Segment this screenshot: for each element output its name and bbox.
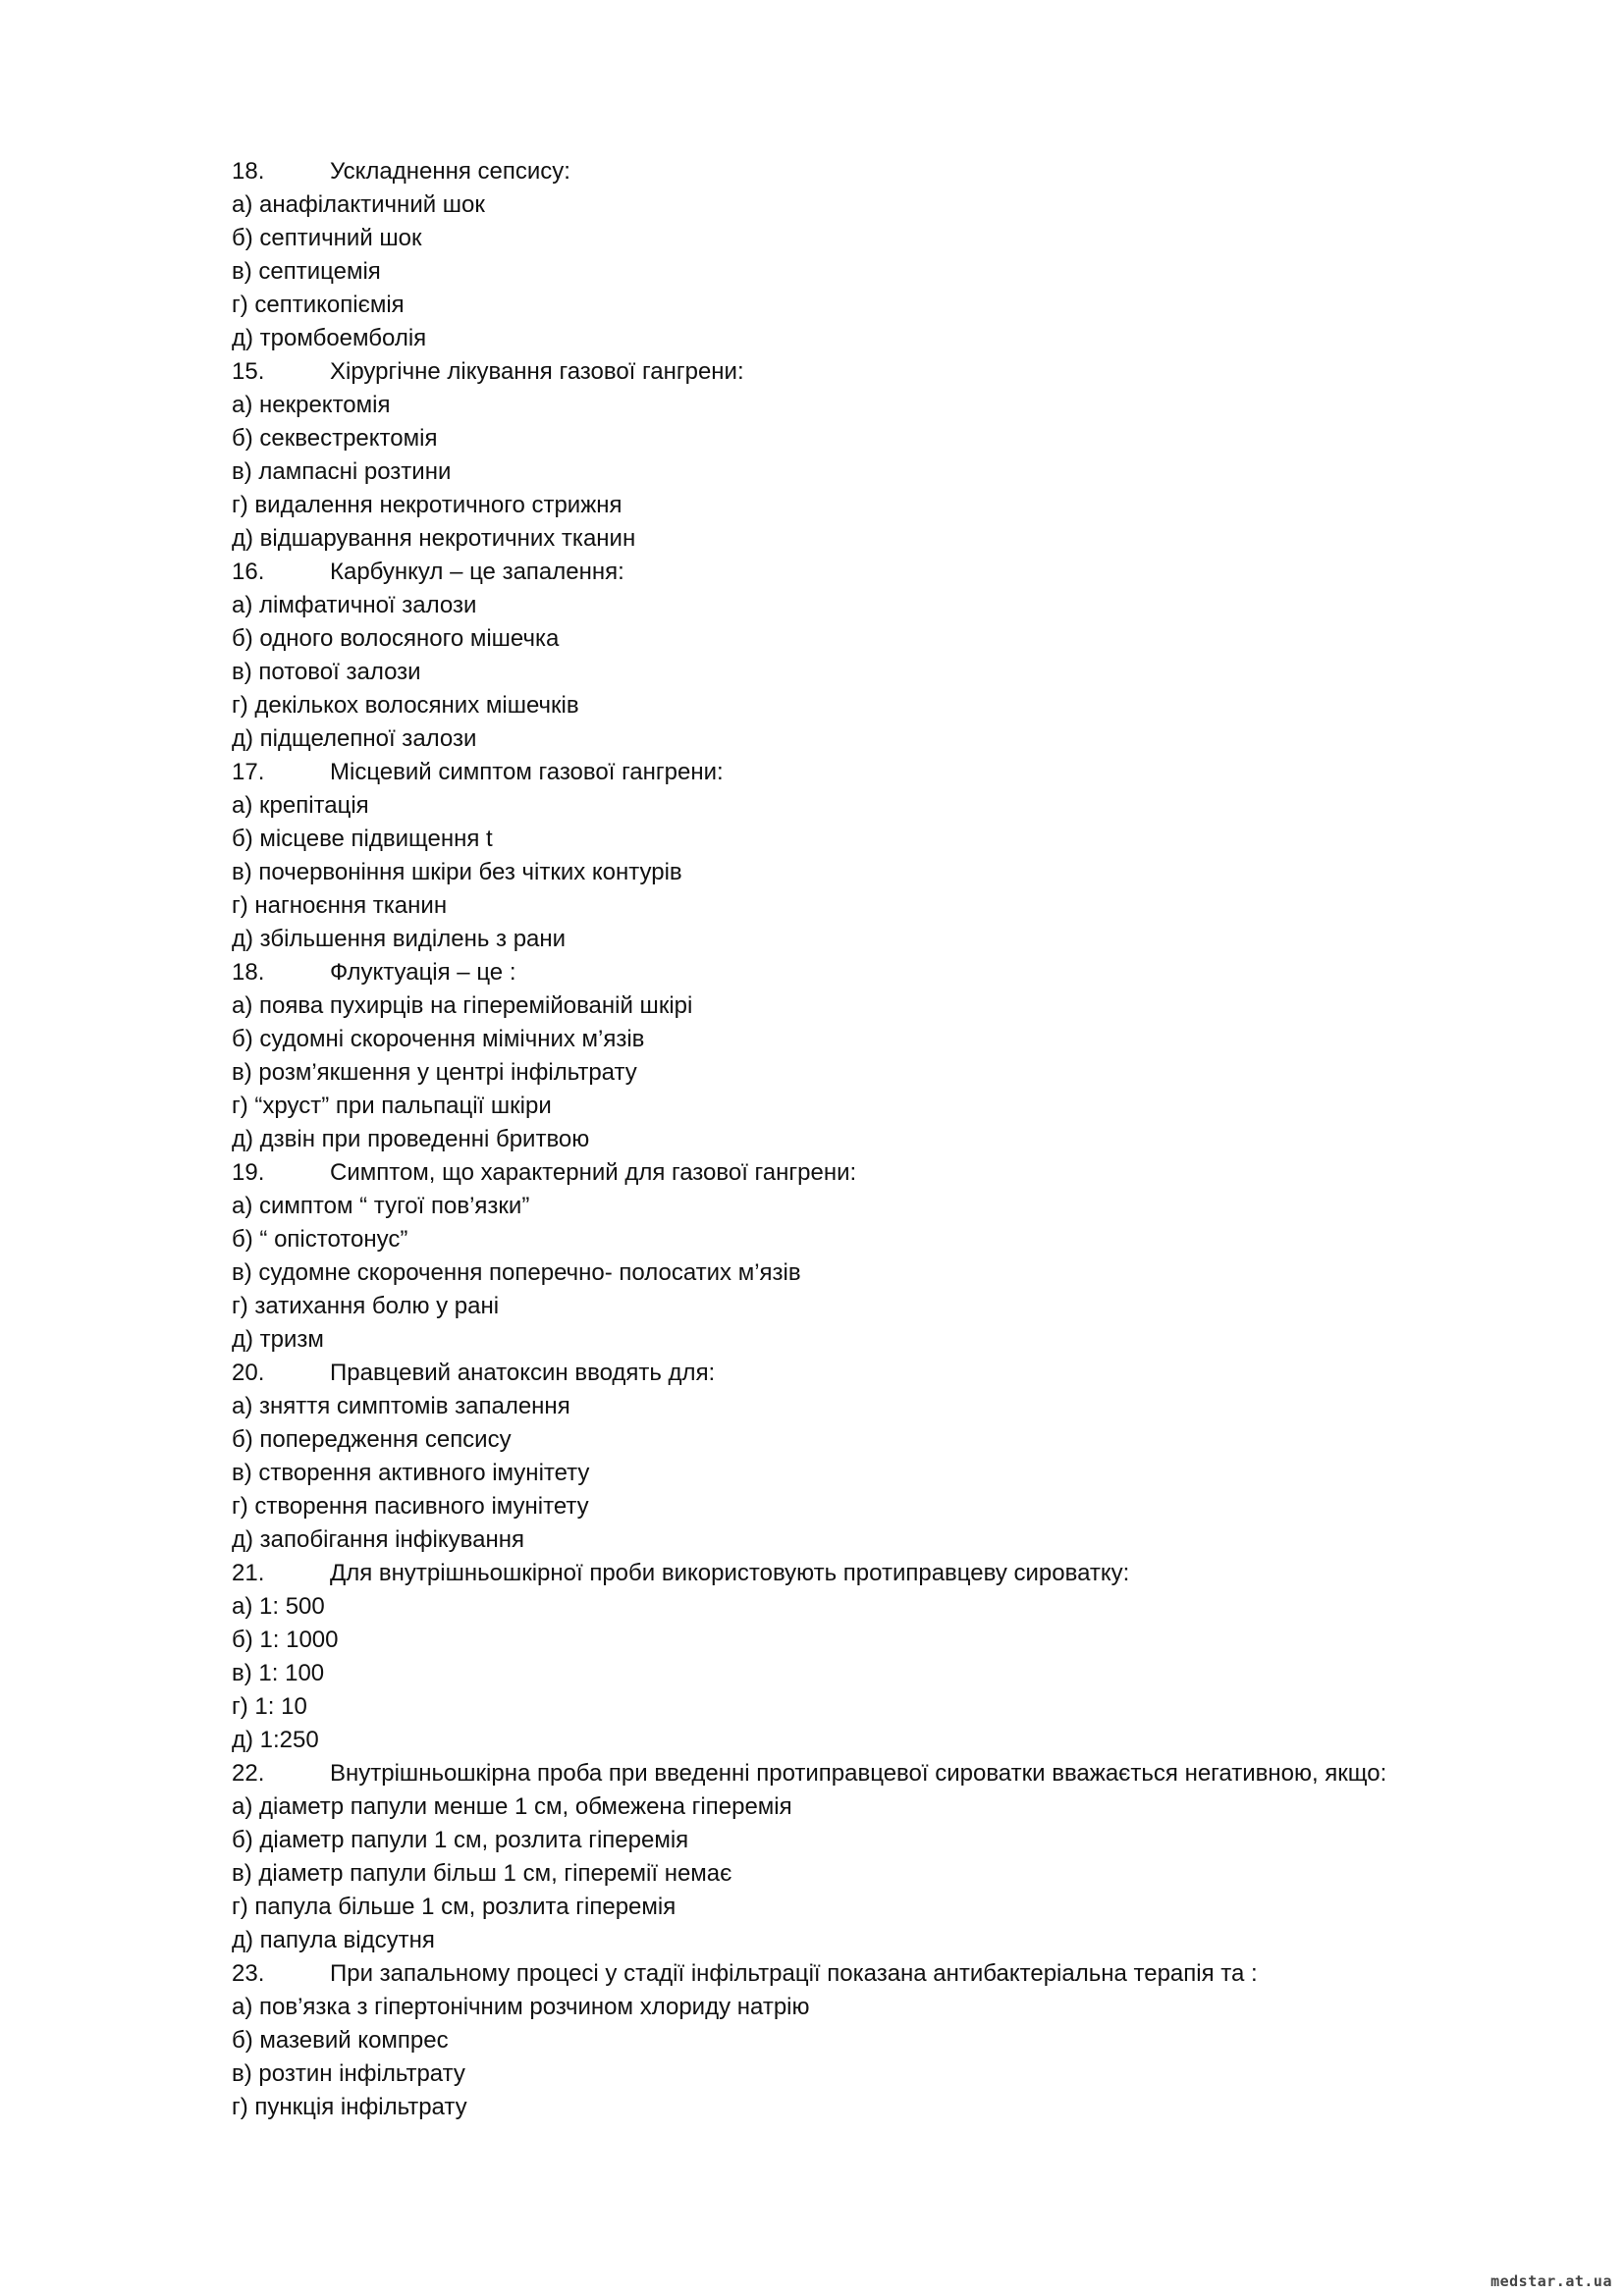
- question-title: [232, 1156, 1508, 1190]
- answer-option: д) відшарування некротичних тканин: [232, 525, 636, 552]
- question-block: [232, 355, 1508, 556]
- answer-option: а) крепітація: [232, 792, 369, 819]
- answer-option: б) попередження сепсису: [232, 1426, 512, 1453]
- answer-option: а) пов’язка з гіпертонічним розчином хлориду натрію: [232, 1994, 810, 2020]
- answer-option: д) 1:250: [232, 1727, 319, 1753]
- question-title: [232, 1957, 1508, 1991]
- question-text: Карбункул – це запалення:: [330, 559, 624, 585]
- answer-option: б) 1: 1000: [232, 1627, 339, 1653]
- answer-option: б) мазевий компрес: [232, 2027, 449, 2054]
- answer-option: б) секвестректомія: [232, 425, 438, 452]
- question-number: 23.: [232, 1960, 265, 1987]
- question-title: [232, 355, 1508, 389]
- question-number: 15.: [232, 358, 265, 385]
- answer-option: г) створення пасивного імунітету: [232, 1493, 589, 1520]
- question-title: [232, 1557, 1508, 1590]
- answer-option: д) підщелепної залози: [232, 725, 477, 752]
- answer-option: а) 1: 500: [232, 1593, 325, 1620]
- answer-option: б) “ опістотонус”: [232, 1226, 408, 1253]
- answer-option: а) симптом “ тугої пов’язки”: [232, 1193, 530, 1219]
- question-number: 18.: [232, 158, 265, 185]
- question-block: [232, 1156, 1508, 1357]
- answer-option: в) діаметр папули більш 1 см, гіперемії немає: [232, 1860, 732, 1887]
- question-block: [232, 1557, 1508, 1757]
- answer-option: г) папула більше 1 см, розлита гіперемія: [232, 1894, 677, 1920]
- question-title: [232, 155, 1508, 188]
- answer-option: а) анафілактичний шок: [232, 191, 485, 218]
- answer-option: д) дзвін при проведенні бритвою: [232, 1126, 590, 1152]
- answer-option: г) видалення некротичного стрижня: [232, 492, 623, 518]
- answer-option: д) збільшення виділень з рани: [232, 926, 567, 952]
- answer-option: а) поява пухирців на гіперемійованій шкірі: [232, 992, 693, 1019]
- answer-option: в) розм’якшення у центрі інфільтрату: [232, 1059, 637, 1086]
- question-block: [232, 1357, 1508, 1557]
- question-number: 16.: [232, 559, 265, 585]
- question-number: 22.: [232, 1760, 265, 1787]
- question-block: [232, 956, 1508, 1156]
- answer-option: г) “хруст” при пальпації шкіри: [232, 1093, 552, 1119]
- answer-option: г) пункція інфільтрату: [232, 2094, 467, 2120]
- answer-option: а) зняття симптомів запалення: [232, 1393, 570, 1419]
- answer-option: г) затихання болю у рані: [232, 1293, 500, 1319]
- answer-option: д) запобігання інфікування: [232, 1526, 524, 1553]
- question-title: [232, 1357, 1508, 1390]
- site-watermark: medstar.at.ua: [1490, 2272, 1612, 2290]
- question-text: Симптом, що характерний для газової гангрени:: [330, 1159, 857, 1186]
- question-title: [232, 556, 1508, 589]
- answer-option: д) папула відсутня: [232, 1927, 435, 1953]
- question-text: Внутрішньошкірна проба при введенні протиправцевої сироватки вважається негативною, якщо:: [330, 1760, 1387, 1787]
- answer-option: в) створення активного імунітету: [232, 1460, 590, 1486]
- answer-option: б) одного волосяного мішечка: [232, 625, 560, 652]
- answer-option: в) розтин інфільтрату: [232, 2060, 465, 2087]
- question-block: [232, 1757, 1508, 1957]
- answer-option: в) судомне скорочення поперечно- полосатих м’язів: [232, 1259, 801, 1286]
- answer-option: б) септичний шок: [232, 225, 422, 251]
- question-title: [232, 1757, 1508, 1790]
- question-text: Ускладнення сепсису:: [330, 158, 570, 185]
- question-title: [232, 756, 1508, 789]
- answer-option: г) декількох волосяних мішечків: [232, 692, 579, 719]
- answer-option: г) септикопіємія: [232, 292, 405, 318]
- document-page: [232, 155, 1508, 2124]
- question-number: 18.: [232, 959, 265, 986]
- answer-option: а) діаметр папули менше 1 см, обмежена гіперемія: [232, 1793, 792, 1820]
- question-text: Хірургічне лікування газової гангрени:: [330, 358, 744, 385]
- question-block: [232, 1957, 1508, 2124]
- question-text: Для внутрішньошкірної проби використовують протиправцеву сироватку:: [330, 1560, 1130, 1586]
- answer-option: б) діаметр папули 1 см, розлита гіперемія: [232, 1827, 689, 1853]
- answer-option: в) потової залози: [232, 659, 421, 685]
- answer-option: г) нагноєння тканин: [232, 892, 448, 919]
- question-number: 21.: [232, 1560, 265, 1586]
- question-block: [232, 556, 1508, 756]
- answer-option: д) тромбоемболія: [232, 325, 427, 351]
- answer-option: д) тризм: [232, 1326, 324, 1353]
- answer-option: а) лімфатичної залози: [232, 592, 477, 618]
- answer-option: в) лампасні розтини: [232, 458, 452, 485]
- answer-option: в) почервоніння шкіри без чітких контурів: [232, 859, 682, 885]
- answer-option: в) 1: 100: [232, 1660, 325, 1686]
- answer-option: б) місцеве підвищення t: [232, 826, 493, 852]
- question-block: [232, 756, 1508, 956]
- answer-option: б) судомні скорочення мімічних м’язів: [232, 1026, 645, 1052]
- question-number: 19.: [232, 1159, 265, 1186]
- question-number: 20.: [232, 1360, 265, 1386]
- question-number: 17.: [232, 759, 265, 785]
- answer-option: в) септицемія: [232, 258, 381, 285]
- question-text: Правцевий анатоксин вводять для:: [330, 1360, 716, 1386]
- question-text: При запальному процесі у стадії інфільтрації показана антибактеріальна терапія та :: [330, 1960, 1258, 1987]
- answer-option: а) некректомія: [232, 392, 391, 418]
- question-title: [232, 956, 1508, 989]
- question-text: Місцевий симптом газової гангрени:: [330, 759, 724, 785]
- question-text: Флуктуація – це :: [330, 959, 516, 986]
- question-block: [232, 155, 1508, 355]
- answer-option: г) 1: 10: [232, 1693, 307, 1720]
